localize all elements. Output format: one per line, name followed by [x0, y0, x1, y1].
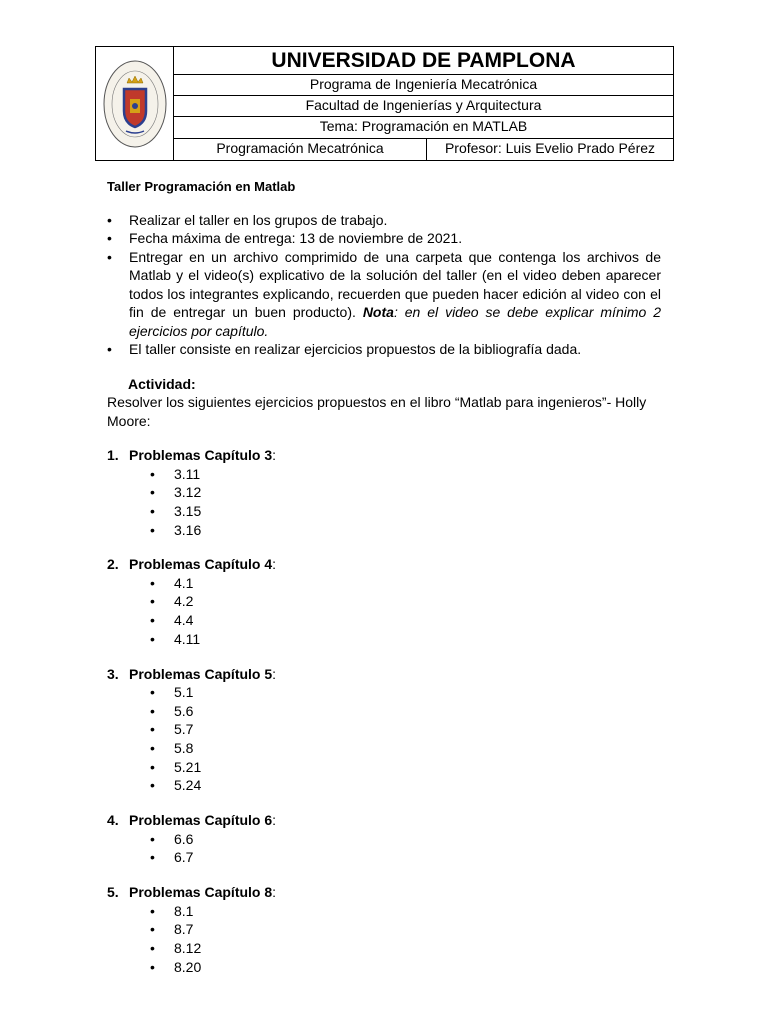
note-text: : en el video se debe explicar mínimo 2 ejercicios por capítulo.	[129, 304, 662, 339]
exercise-item	[150, 465, 661, 484]
exercise-item	[150, 776, 661, 795]
topic-name: Tema: Programación en MATLAB	[174, 117, 673, 139]
bullet-icon: •	[150, 521, 155, 538]
problem-heading	[107, 446, 661, 465]
exercise-number: 5.1	[174, 684, 194, 700]
exercise-number: 3.15	[174, 502, 202, 519]
exercise-number: 4.4	[174, 612, 194, 629]
bullet-icon: •	[150, 939, 155, 956]
bullet-icon: •	[150, 630, 155, 647]
document-header	[95, 46, 674, 161]
problem-number: 5.	[107, 884, 119, 900]
exercise-number: 3.11	[174, 465, 201, 482]
problem-heading	[107, 555, 661, 574]
exercise-number: 8.20	[174, 958, 202, 975]
bullet-icon: •	[150, 465, 155, 482]
problem-number: 3.	[107, 665, 119, 682]
list-item: • Fecha máxima de entrega: 13 de noviembre de 2021.	[107, 230, 463, 246]
bullet-icon: •	[150, 758, 155, 775]
bullet-icon: •	[107, 230, 112, 246]
bullet-icon: •	[150, 830, 155, 847]
problem-section	[107, 665, 661, 796]
exercise-number: 8.7	[174, 921, 194, 938]
exercise-item	[150, 720, 661, 739]
exercise-list	[107, 830, 661, 867]
exercise-number: 4.2	[174, 593, 194, 610]
faculty-name: Facultad de Ingenierías y Arquitectura	[174, 96, 673, 117]
bullet-icon: •	[150, 902, 155, 919]
university-seal-logo	[102, 59, 168, 149]
exercise-number: 6.6	[174, 830, 194, 847]
exercise-item	[150, 574, 661, 593]
course-row	[174, 139, 673, 160]
list-item: • El taller consiste en realizar ejercicios propuestos de la bibliografía dada.	[107, 341, 582, 357]
problem-section	[107, 446, 661, 539]
exercise-list	[107, 574, 661, 649]
problem-colon: :	[272, 884, 277, 900]
program-name: Programa de Ingeniería Mecatrónica	[174, 75, 673, 96]
problem-section	[107, 811, 661, 867]
exercise-item	[150, 739, 661, 758]
course-name: Programación Mecatrónica	[174, 139, 427, 160]
exercise-number: 4.11	[174, 630, 201, 647]
bullet-icon: •	[150, 484, 155, 501]
exercise-number: 5.8	[174, 740, 194, 757]
bullet-icon: •	[150, 721, 155, 738]
activity-text: Resolver los siguientes ejercicios propuestos en el libro “Matlab para ingenieros”- Holly Moore:	[107, 394, 647, 429]
exercise-item	[150, 939, 661, 958]
exercise-item	[150, 902, 661, 921]
problem-heading	[107, 811, 661, 830]
exercise-item	[150, 630, 661, 649]
bullet-icon: •	[150, 502, 155, 519]
exercise-item	[150, 758, 661, 777]
bullet-icon: •	[150, 612, 155, 629]
problem-heading	[107, 665, 661, 684]
problem-section	[107, 883, 661, 976]
exercise-item	[150, 483, 661, 502]
exercise-number: 5.6	[174, 702, 194, 719]
exercise-item	[150, 521, 661, 540]
note-label: Nota	[362, 304, 394, 320]
exercise-item	[150, 920, 661, 939]
problem-colon: :	[272, 665, 277, 682]
exercise-list	[107, 465, 661, 540]
bullet-icon: •	[150, 958, 155, 975]
bullet-icon: •	[107, 248, 112, 265]
problem-colon: :	[272, 812, 277, 829]
instructions-list	[107, 211, 661, 359]
bullet-icon: •	[150, 849, 155, 866]
problems-list	[107, 446, 661, 976]
exercise-item	[150, 502, 661, 521]
activity-heading: Actividad:	[128, 375, 196, 392]
exercise-list	[107, 902, 661, 977]
exercise-item	[150, 611, 661, 630]
exercise-number: 5.24	[174, 777, 202, 794]
exercise-item	[150, 958, 661, 977]
list-item: • Realizar el taller en los grupos de trabajo.	[107, 211, 388, 228]
exercise-item	[150, 702, 661, 721]
exercise-list	[107, 683, 661, 795]
exercise-number: 6.7	[174, 849, 194, 866]
problem-label: Problemas Capítulo 5	[129, 665, 273, 682]
professor-name: Profesor: Luis Evelio Prado Pérez	[444, 140, 656, 156]
exercise-number: 3.12	[174, 484, 202, 501]
list-item: • Entregar en un archivo comprimido de una carpeta que contenga los archivos de Matlab y el video(s) explicativo de la solución del taller (en el video deben aparecer todos los integrantes explicando, recuerden que pueden hacer edición al video con el fin de entregar un buen producto). Nota: en el video se debe explicar mínimo 2 ejercicios por capítulo.	[107, 248, 662, 339]
exercise-number: 8.1	[174, 902, 194, 919]
problem-label: Problemas Capítulo 8	[129, 884, 273, 900]
exercise-number: 5.21	[174, 758, 202, 775]
exercise-item	[150, 830, 661, 849]
bullet-icon: •	[150, 777, 155, 794]
bullet-icon: •	[150, 740, 155, 757]
bullet-icon: •	[107, 341, 112, 357]
university-title: UNIVERSIDAD DE PAMPLONA	[174, 47, 673, 75]
problem-number: 2.	[107, 556, 119, 573]
bullet-icon: •	[107, 211, 112, 228]
exercise-item	[150, 848, 661, 867]
problem-label: Problemas Capítulo 4	[129, 556, 273, 573]
problem-number: 1.	[107, 447, 119, 463]
exercise-number: 5.7	[174, 721, 194, 738]
problem-label: Problemas Capítulo 3	[129, 447, 273, 463]
exercise-number: 8.12	[174, 939, 202, 956]
bullet-icon: •	[150, 684, 155, 700]
problem-colon: :	[272, 556, 277, 573]
exercise-number: 3.16	[174, 521, 202, 538]
bullet-icon: •	[150, 921, 155, 938]
document-body	[107, 178, 661, 976]
problem-colon: :	[272, 447, 277, 463]
exercise-item	[150, 592, 661, 611]
bullet-icon: •	[150, 593, 155, 610]
document-title: Taller Programación en Matlab	[107, 179, 296, 194]
bullet-icon: •	[150, 702, 155, 719]
logo-cell	[96, 47, 174, 160]
exercise-item	[150, 683, 661, 702]
problem-section	[107, 555, 661, 648]
bullet-icon: •	[150, 574, 155, 591]
problem-label: Problemas Capítulo 6	[129, 812, 273, 829]
problem-number: 4.	[107, 812, 119, 829]
exercise-number: 4.1	[174, 574, 194, 591]
problem-heading	[107, 883, 661, 902]
